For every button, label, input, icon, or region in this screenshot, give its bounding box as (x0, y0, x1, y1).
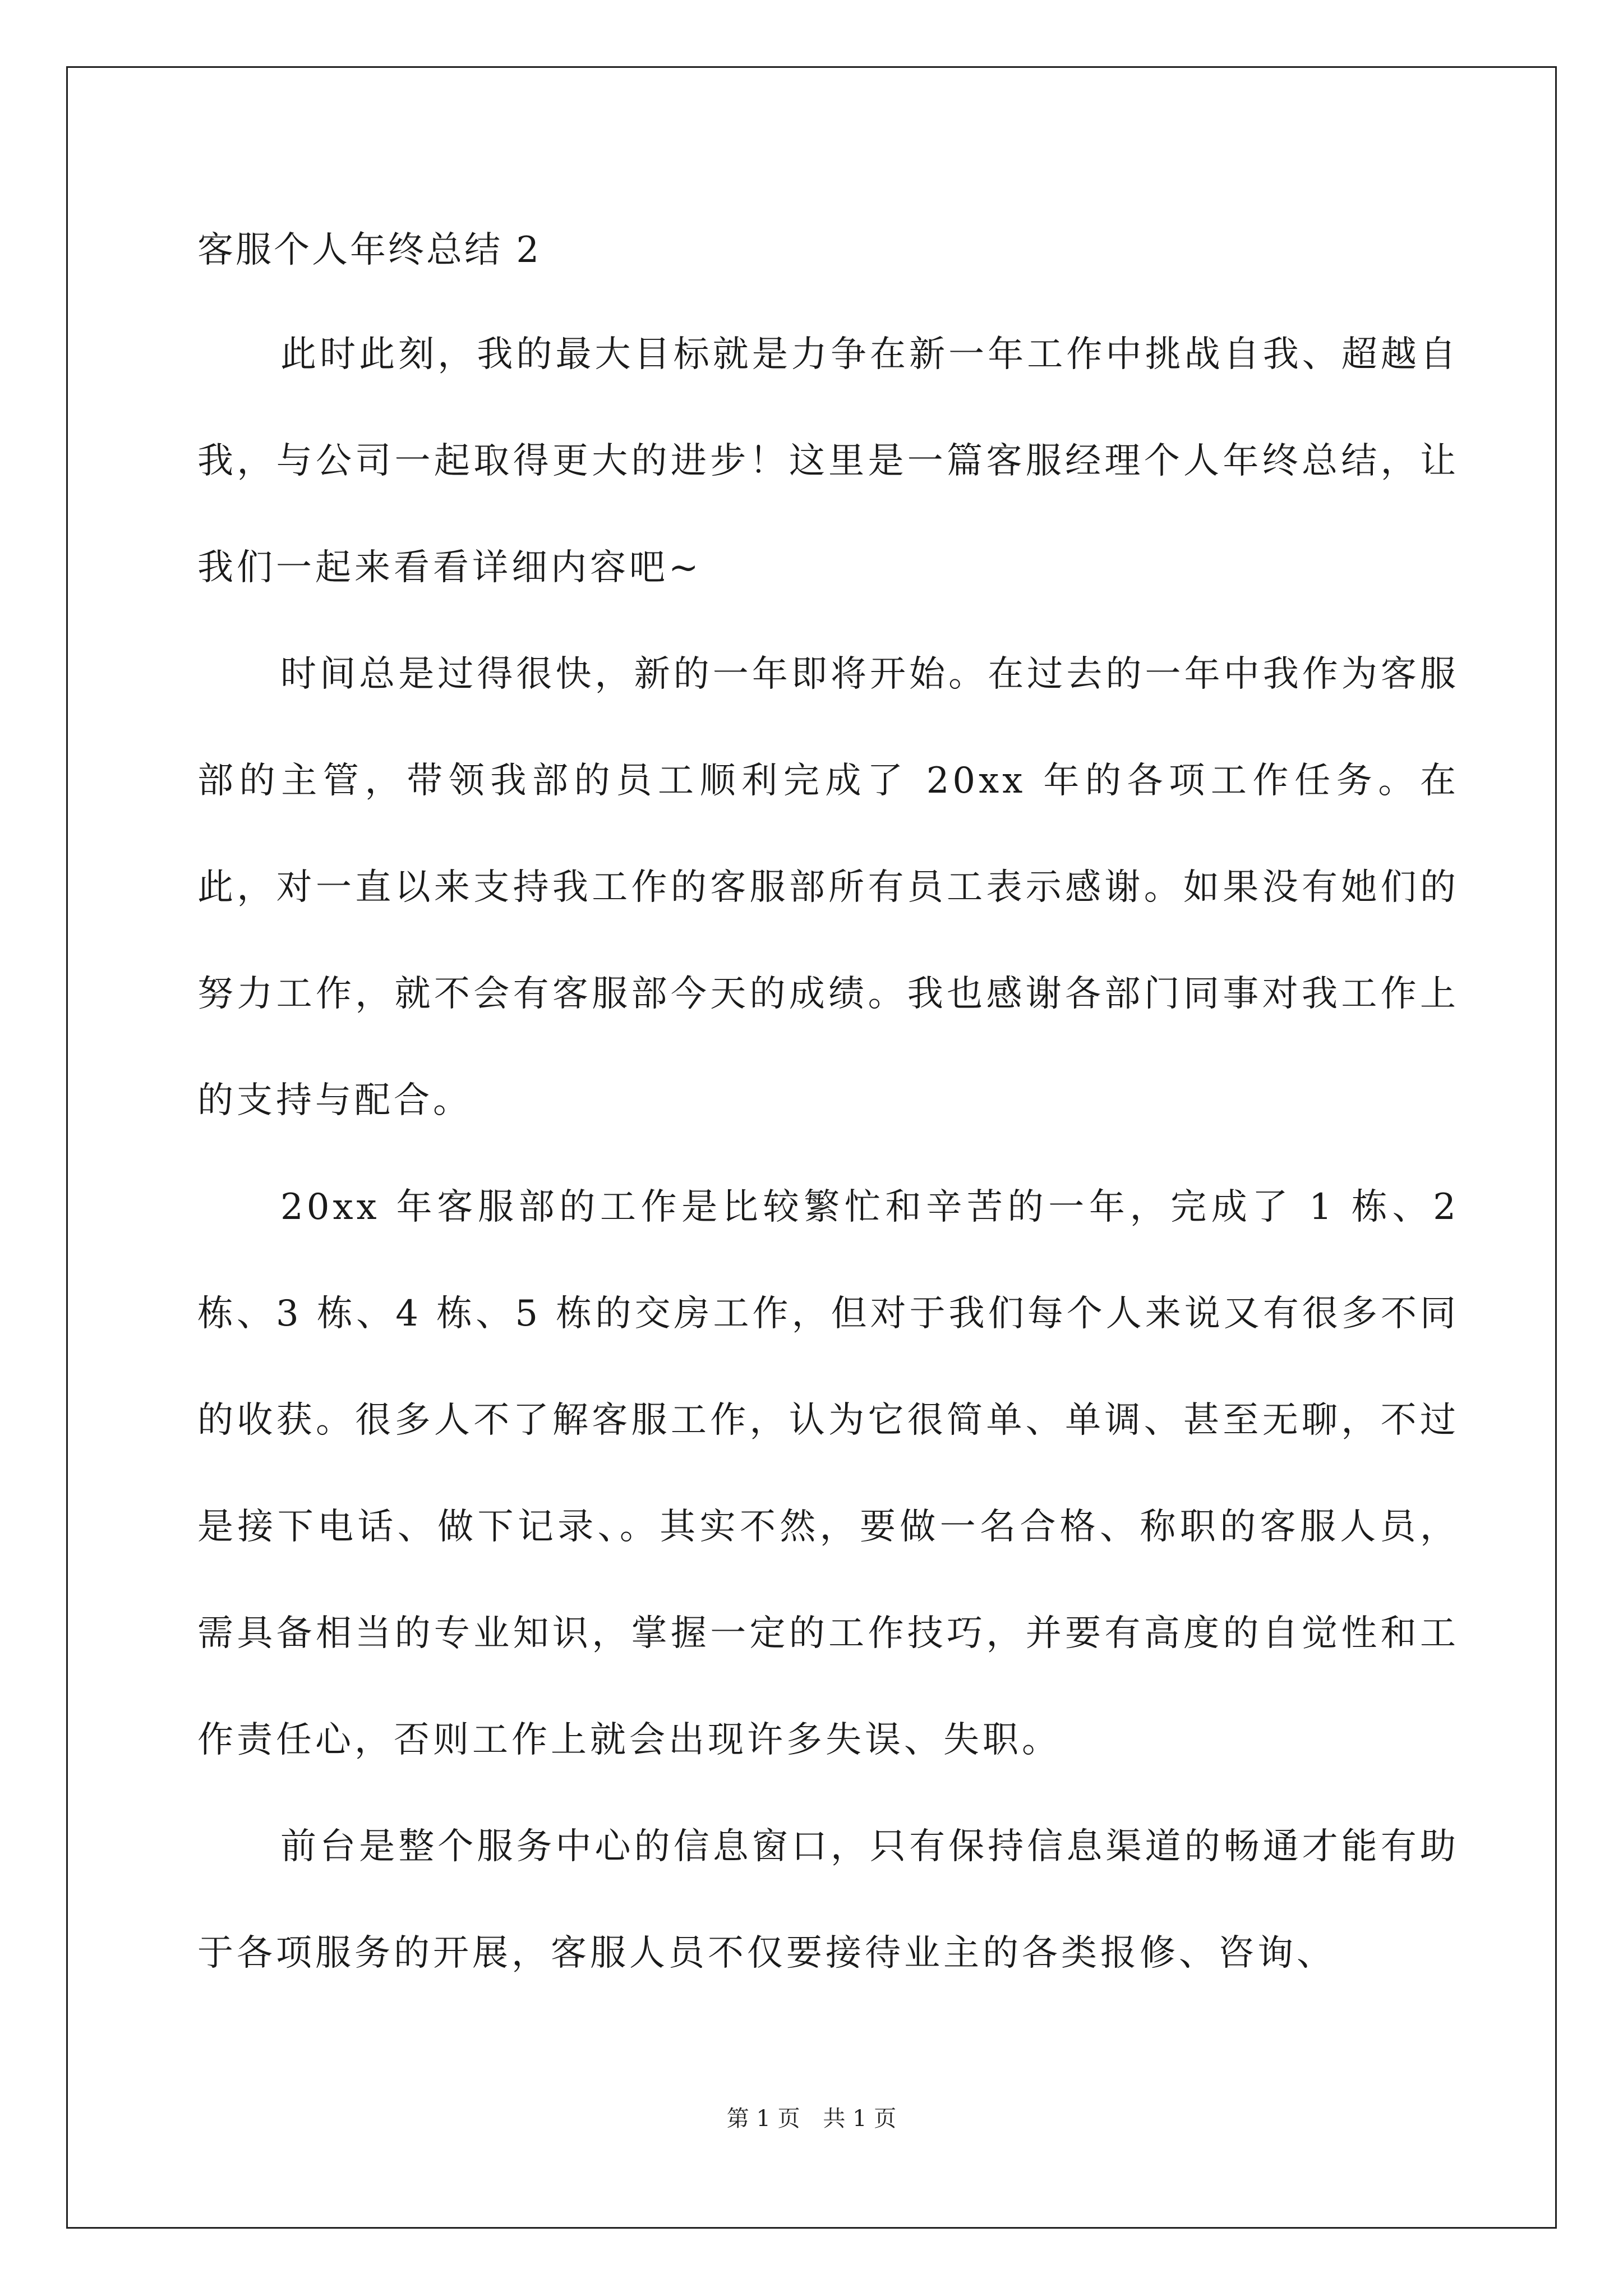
page-footer (0, 2101, 1623, 2133)
page-total: 共 1 页 (823, 2106, 897, 2132)
paragraph-front-desk: 前台是整个服务中心的信息窗口，只有保持信息渠道的畅通才能有助于各项服务的开展，客服人员不仅要接待业主的各类报修、咨询、 (197, 1826, 1459, 1974)
paragraph-intro: 此时此刻，我的最大目标就是力争在新一年工作中挑战自我、超越自我，与公司一起取得更大的进步！这里是一篇客服经理个人年终总结，让我们一起来看看详细内容吧~ (197, 334, 1459, 588)
paragraph-thanks: 时间总是过得很快，新的一年即将开始。在过去的一年中我作为客服部的主管，带领我部的员工顺利完成了 20xx 年的各项工作任务。在此，对一直以来支持我工作的客服部所有员工表示感谢。如果没有她们的努力工作，就不会有客服部今天的成绩。我也感谢各部门同事对我工作上的支持与配合。 (197, 654, 1459, 1121)
document-title: 客服个人年终总结 2 (197, 229, 542, 271)
document-body (197, 222, 1459, 2007)
page-number: 第 1 页 (726, 2106, 800, 2132)
paragraph-work-summary: 20xx 年客服部的工作是比较繁忙和辛苦的一年，完成了 1 栋、2 栋、3 栋、4 栋、5 栋的交房工作，但对于我们每个人来说又有很多不同的收获。很多人不了解客服工作，认为它很简单、单调、甚至无聊，不过是接下电话、做下记录、。其实不然，要做一名合格、称职的客服人员，需具备相当的专业知识，掌握一定的工作技巧，并要有高度的自觉性和工作责任心，否则工作上就会出现许多失误、失职。 (197, 1186, 1459, 1761)
